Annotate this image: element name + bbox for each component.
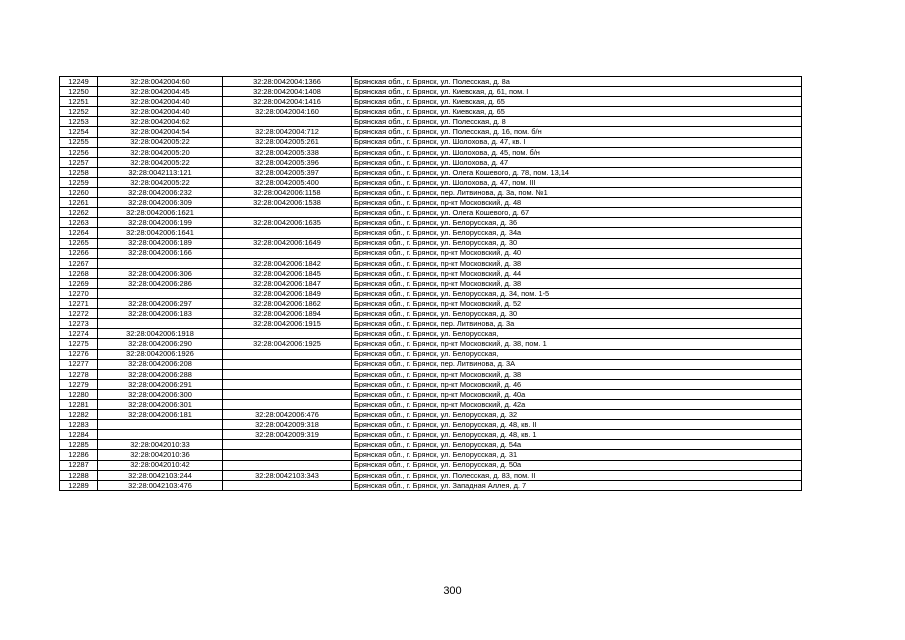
row-number-cell: 12264 <box>60 228 98 238</box>
address-cell: Брянская обл., г. Брянск, ул. Полесская, д. 8а <box>352 77 802 87</box>
address-cell: Брянская обл., г. Брянск, ул. Белорусская, <box>352 329 802 339</box>
address-cell: Брянская обл., г. Брянск, пр-кт Московский, д. 38 <box>352 258 802 268</box>
object-cadastral-number-cell: 32:28:0042006:1538 <box>223 198 352 208</box>
object-cadastral-number-cell: 32:28:0042006:1915 <box>223 319 352 329</box>
land-cadastral-number-cell: 32:28:0042010:36 <box>98 450 223 460</box>
table-row <box>60 309 802 319</box>
object-cadastral-number-cell: 32:28:0042006:1894 <box>223 309 352 319</box>
object-cadastral-number-cell: 32:28:0042009:319 <box>223 430 352 440</box>
row-number-cell: 12249 <box>60 77 98 87</box>
row-number-cell: 12263 <box>60 218 98 228</box>
object-cadastral-number-cell: 32:28:0042006:1849 <box>223 288 352 298</box>
row-number-cell: 12273 <box>60 319 98 329</box>
row-number-cell: 12288 <box>60 470 98 480</box>
address-cell: Брянская обл., г. Брянск, ул. Олега Кошевого, д. 67 <box>352 208 802 218</box>
row-number-cell: 12269 <box>60 278 98 288</box>
address-cell: Брянская обл., г. Брянск, пер. Литвинова, д. 3а, пом. №1 <box>352 188 802 198</box>
land-cadastral-number-cell: 32:28:0042006:301 <box>98 400 223 410</box>
address-cell: Брянская обл., г. Брянск, ул. Западная Аллея, д. 7 <box>352 480 802 490</box>
row-number-cell: 12257 <box>60 157 98 167</box>
object-cadastral-number-cell: 32:28:0042006:1635 <box>223 218 352 228</box>
table-row <box>60 339 802 349</box>
object-cadastral-number-cell: 32:28:0042005:338 <box>223 147 352 157</box>
object-cadastral-number-cell <box>223 400 352 410</box>
land-cadastral-number-cell: 32:28:0042113:121 <box>98 167 223 177</box>
land-cadastral-number-cell: 32:28:0042004:45 <box>98 87 223 97</box>
table-row <box>60 117 802 127</box>
row-number-cell: 12250 <box>60 87 98 97</box>
table-row <box>60 359 802 369</box>
table-row <box>60 278 802 288</box>
address-cell: Брянская обл., г. Брянск, ул. Белорусская, д. 32 <box>352 410 802 420</box>
row-number-cell: 12281 <box>60 400 98 410</box>
address-cell: Брянская обл., г. Брянск, пр-кт Московский, д. 52 <box>352 299 802 309</box>
object-cadastral-number-cell: 32:28:0042006:1842 <box>223 258 352 268</box>
address-cell: Брянская обл., г. Брянск, пр-кт Московский, д. 42а <box>352 400 802 410</box>
address-cell: Брянская обл., г. Брянск, пр-кт Московский, д. 46 <box>352 379 802 389</box>
land-cadastral-number-cell: 32:28:0042006:306 <box>98 268 223 278</box>
address-cell: Брянская обл., г. Брянск, ул. Олега Кошевого, д. 78, пом. 13,14 <box>352 167 802 177</box>
object-cadastral-number-cell: 32:28:0042006:1158 <box>223 188 352 198</box>
object-cadastral-number-cell: 32:28:0042009:318 <box>223 420 352 430</box>
land-cadastral-number-cell: 32:28:0042006:291 <box>98 379 223 389</box>
table-row <box>60 258 802 268</box>
object-cadastral-number-cell <box>223 228 352 238</box>
address-cell: Брянская обл., г. Брянск, ул. Полесская, д. 16, пом. б/н <box>352 127 802 137</box>
land-cadastral-number-cell: 32:28:0042005:22 <box>98 137 223 147</box>
object-cadastral-number-cell: 32:28:0042006:1862 <box>223 299 352 309</box>
object-cadastral-number-cell <box>223 329 352 339</box>
address-cell: Брянская обл., г. Брянск, ул. Шолохова, д. 47 <box>352 157 802 167</box>
object-cadastral-number-cell <box>223 349 352 359</box>
table-row <box>60 198 802 208</box>
land-cadastral-number-cell: 32:28:0042006:286 <box>98 278 223 288</box>
object-cadastral-number-cell <box>223 460 352 470</box>
row-number-cell: 12266 <box>60 248 98 258</box>
land-cadastral-number-cell: 32:28:0042006:183 <box>98 309 223 319</box>
land-cadastral-number-cell: 32:28:0042006:208 <box>98 359 223 369</box>
land-cadastral-number-cell: 32:28:0042004:60 <box>98 77 223 87</box>
address-cell: Брянская обл., г. Брянск, ул. Белорусская, <box>352 349 802 359</box>
row-number-cell: 12253 <box>60 117 98 127</box>
object-cadastral-number-cell: 32:28:0042006:1925 <box>223 339 352 349</box>
row-number-cell: 12285 <box>60 440 98 450</box>
object-cadastral-number-cell <box>223 117 352 127</box>
land-cadastral-number-cell: 32:28:0042103:476 <box>98 480 223 490</box>
address-cell: Брянская обл., г. Брянск, пр-кт Московский, д. 40 <box>352 248 802 258</box>
table-row <box>60 450 802 460</box>
land-cadastral-number-cell: 32:28:0042005:22 <box>98 177 223 187</box>
land-cadastral-number-cell: 32:28:0042006:290 <box>98 339 223 349</box>
land-cadastral-number-cell: 32:28:0042006:297 <box>98 299 223 309</box>
row-number-cell: 12262 <box>60 208 98 218</box>
land-cadastral-number-cell: 32:28:0042103:244 <box>98 470 223 480</box>
row-number-cell: 12265 <box>60 238 98 248</box>
row-number-cell: 12251 <box>60 97 98 107</box>
row-number-cell: 12277 <box>60 359 98 369</box>
address-cell: Брянская обл., г. Брянск, ул. Шолохова, д. 45, пом. б/н <box>352 147 802 157</box>
table-row <box>60 288 802 298</box>
object-cadastral-number-cell: 32:28:0042004:160 <box>223 107 352 117</box>
object-cadastral-number-cell: 32:28:0042006:1845 <box>223 268 352 278</box>
table-row <box>60 77 802 87</box>
address-cell: Брянская обл., г. Брянск, ул. Киевская, д. 61, пом. I <box>352 87 802 97</box>
table-row <box>60 369 802 379</box>
row-number-cell: 12255 <box>60 137 98 147</box>
address-cell: Брянская обл., г. Брянск, пер. Литвинова, д. 3а <box>352 319 802 329</box>
land-cadastral-number-cell: 32:28:0042006:232 <box>98 188 223 198</box>
land-cadastral-number-cell <box>98 420 223 430</box>
table-row <box>60 218 802 228</box>
land-cadastral-number-cell: 32:28:0042006:181 <box>98 410 223 420</box>
object-cadastral-number-cell: 32:28:0042005:396 <box>223 157 352 167</box>
object-cadastral-number-cell: 32:28:0042006:1847 <box>223 278 352 288</box>
row-number-cell: 12287 <box>60 460 98 470</box>
property-registry-table <box>59 76 802 491</box>
table-row <box>60 440 802 450</box>
land-cadastral-number-cell: 32:28:0042004:40 <box>98 107 223 117</box>
table-row <box>60 137 802 147</box>
land-cadastral-number-cell: 32:28:0042006:1926 <box>98 349 223 359</box>
land-cadastral-number-cell: 32:28:0042006:1918 <box>98 329 223 339</box>
object-cadastral-number-cell: 32:28:0042004:1416 <box>223 97 352 107</box>
row-number-cell: 12268 <box>60 268 98 278</box>
row-number-cell: 12261 <box>60 198 98 208</box>
object-cadastral-number-cell <box>223 208 352 218</box>
table-row <box>60 319 802 329</box>
address-cell: Брянская обл., г. Брянск, ул. Белорусская, д. 30 <box>352 309 802 319</box>
object-cadastral-number-cell: 32:28:0042004:1366 <box>223 77 352 87</box>
address-cell: Брянская обл., г. Брянск, пр-кт Московский, д. 38 <box>352 369 802 379</box>
object-cadastral-number-cell: 32:28:0042004:1408 <box>223 87 352 97</box>
address-cell: Брянская обл., г. Брянск, ул. Киевская, д. 65 <box>352 107 802 117</box>
object-cadastral-number-cell <box>223 480 352 490</box>
row-number-cell: 12278 <box>60 369 98 379</box>
table-row <box>60 329 802 339</box>
object-cadastral-number-cell: 32:28:0042005:397 <box>223 167 352 177</box>
address-cell: Брянская обл., г. Брянск, ул. Белорусская, д. 34а <box>352 228 802 238</box>
page-number: 300 <box>443 585 462 597</box>
address-cell: Брянская обл., г. Брянск, ул. Белорусская, д. 30 <box>352 238 802 248</box>
land-cadastral-number-cell: 32:28:0042006:288 <box>98 369 223 379</box>
address-cell: Брянская обл., г. Брянск, ул. Белорусская, д. 34, пом. 1-5 <box>352 288 802 298</box>
table-row <box>60 389 802 399</box>
table-row <box>60 410 802 420</box>
table-row <box>60 177 802 187</box>
object-cadastral-number-cell: 32:28:0042004:712 <box>223 127 352 137</box>
land-cadastral-number-cell: 32:28:0042010:33 <box>98 440 223 450</box>
address-cell: Брянская обл., г. Брянск, ул. Полесская, д. 8 <box>352 117 802 127</box>
object-cadastral-number-cell: 32:28:0042006:476 <box>223 410 352 420</box>
table-row <box>60 480 802 490</box>
row-number-cell: 12289 <box>60 480 98 490</box>
row-number-cell: 12258 <box>60 167 98 177</box>
address-cell: Брянская обл., г. Брянск, пер. Литвинова, д. 3А <box>352 359 802 369</box>
object-cadastral-number-cell: 32:28:0042005:261 <box>223 137 352 147</box>
row-number-cell: 12274 <box>60 329 98 339</box>
table-row <box>60 299 802 309</box>
land-cadastral-number-cell <box>98 430 223 440</box>
row-number-cell: 12260 <box>60 188 98 198</box>
row-number-cell: 12279 <box>60 379 98 389</box>
row-number-cell: 12256 <box>60 147 98 157</box>
row-number-cell: 12252 <box>60 107 98 117</box>
table-row <box>60 460 802 470</box>
table-row <box>60 248 802 258</box>
registry-table-body <box>60 77 802 491</box>
address-cell: Брянская обл., г. Брянск, ул. Белорусская, д. 31 <box>352 450 802 460</box>
land-cadastral-number-cell: 32:28:0042006:1621 <box>98 208 223 218</box>
table-row <box>60 379 802 389</box>
land-cadastral-number-cell <box>98 288 223 298</box>
table-row <box>60 107 802 117</box>
land-cadastral-number-cell: 32:28:0042006:309 <box>98 198 223 208</box>
row-number-cell: 12282 <box>60 410 98 420</box>
row-number-cell: 12267 <box>60 258 98 268</box>
address-cell: Брянская обл., г. Брянск, пр-кт Московский, д. 40а <box>352 389 802 399</box>
land-cadastral-number-cell <box>98 319 223 329</box>
row-number-cell: 12276 <box>60 349 98 359</box>
table-row <box>60 238 802 248</box>
table-row <box>60 208 802 218</box>
address-cell: Брянская обл., г. Брянск, ул. Шолохова, д. 47, пом. III <box>352 177 802 187</box>
address-cell: Брянская обл., г. Брянск, ул. Белорусская, д. 48, кв. 1 <box>352 430 802 440</box>
table-row <box>60 400 802 410</box>
object-cadastral-number-cell <box>223 440 352 450</box>
table-row <box>60 420 802 430</box>
object-cadastral-number-cell: 32:28:0042005:400 <box>223 177 352 187</box>
land-cadastral-number-cell: 32:28:0042006:166 <box>98 248 223 258</box>
table-row <box>60 87 802 97</box>
address-cell: Брянская обл., г. Брянск, ул. Полесская, д. 83, пом. II <box>352 470 802 480</box>
row-number-cell: 12280 <box>60 389 98 399</box>
address-cell: Брянская обл., г. Брянск, пр-кт Московский, д. 38 <box>352 278 802 288</box>
table-row <box>60 97 802 107</box>
address-cell: Брянская обл., г. Брянск, ул. Белорусская, д. 54а <box>352 440 802 450</box>
address-cell: Брянская обл., г. Брянск, пр-кт Московский, д. 44 <box>352 268 802 278</box>
object-cadastral-number-cell <box>223 369 352 379</box>
table-row <box>60 470 802 480</box>
object-cadastral-number-cell: 32:28:0042103:343 <box>223 470 352 480</box>
address-cell: Брянская обл., г. Брянск, пр-кт Московский, д. 38, пом. 1 <box>352 339 802 349</box>
table-row <box>60 167 802 177</box>
object-cadastral-number-cell <box>223 379 352 389</box>
table-row <box>60 147 802 157</box>
address-cell: Брянская обл., г. Брянск, ул. Шолохова, д. 47, кв. I <box>352 137 802 147</box>
land-cadastral-number-cell: 32:28:0042010:42 <box>98 460 223 470</box>
table-row <box>60 349 802 359</box>
object-cadastral-number-cell <box>223 248 352 258</box>
row-number-cell: 12286 <box>60 450 98 460</box>
row-number-cell: 12259 <box>60 177 98 187</box>
land-cadastral-number-cell: 32:28:0042004:40 <box>98 97 223 107</box>
row-number-cell: 12272 <box>60 309 98 319</box>
table-row <box>60 127 802 137</box>
object-cadastral-number-cell <box>223 450 352 460</box>
land-cadastral-number-cell: 32:28:0042006:189 <box>98 238 223 248</box>
land-cadastral-number-cell: 32:28:0042006:199 <box>98 218 223 228</box>
land-cadastral-number-cell: 32:28:0042006:300 <box>98 389 223 399</box>
row-number-cell: 12275 <box>60 339 98 349</box>
land-cadastral-number-cell: 32:28:0042004:62 <box>98 117 223 127</box>
land-cadastral-number-cell <box>98 258 223 268</box>
table-row <box>60 228 802 238</box>
row-number-cell: 12270 <box>60 288 98 298</box>
row-number-cell: 12284 <box>60 430 98 440</box>
object-cadastral-number-cell <box>223 389 352 399</box>
row-number-cell: 12283 <box>60 420 98 430</box>
object-cadastral-number-cell: 32:28:0042006:1649 <box>223 238 352 248</box>
table-row <box>60 157 802 167</box>
table-row <box>60 188 802 198</box>
row-number-cell: 12254 <box>60 127 98 137</box>
table-row <box>60 430 802 440</box>
land-cadastral-number-cell: 32:28:0042004:54 <box>98 127 223 137</box>
land-cadastral-number-cell: 32:28:0042006:1641 <box>98 228 223 238</box>
table-row <box>60 268 802 278</box>
address-cell: Брянская обл., г. Брянск, ул. Белорусская, д. 36 <box>352 218 802 228</box>
address-cell: Брянская обл., г. Брянск, ул. Белорусская, д. 48, кв. II <box>352 420 802 430</box>
address-cell: Брянская обл., г. Брянск, ул. Белорусская, д. 50а <box>352 460 802 470</box>
address-cell: Брянская обл., г. Брянск, ул. Киевская, д. 65 <box>352 97 802 107</box>
object-cadastral-number-cell <box>223 359 352 369</box>
row-number-cell: 12271 <box>60 299 98 309</box>
land-cadastral-number-cell: 32:28:0042005:22 <box>98 157 223 167</box>
land-cadastral-number-cell: 32:28:0042005:20 <box>98 147 223 157</box>
address-cell: Брянская обл., г. Брянск, пр-кт Московский, д. 48 <box>352 198 802 208</box>
